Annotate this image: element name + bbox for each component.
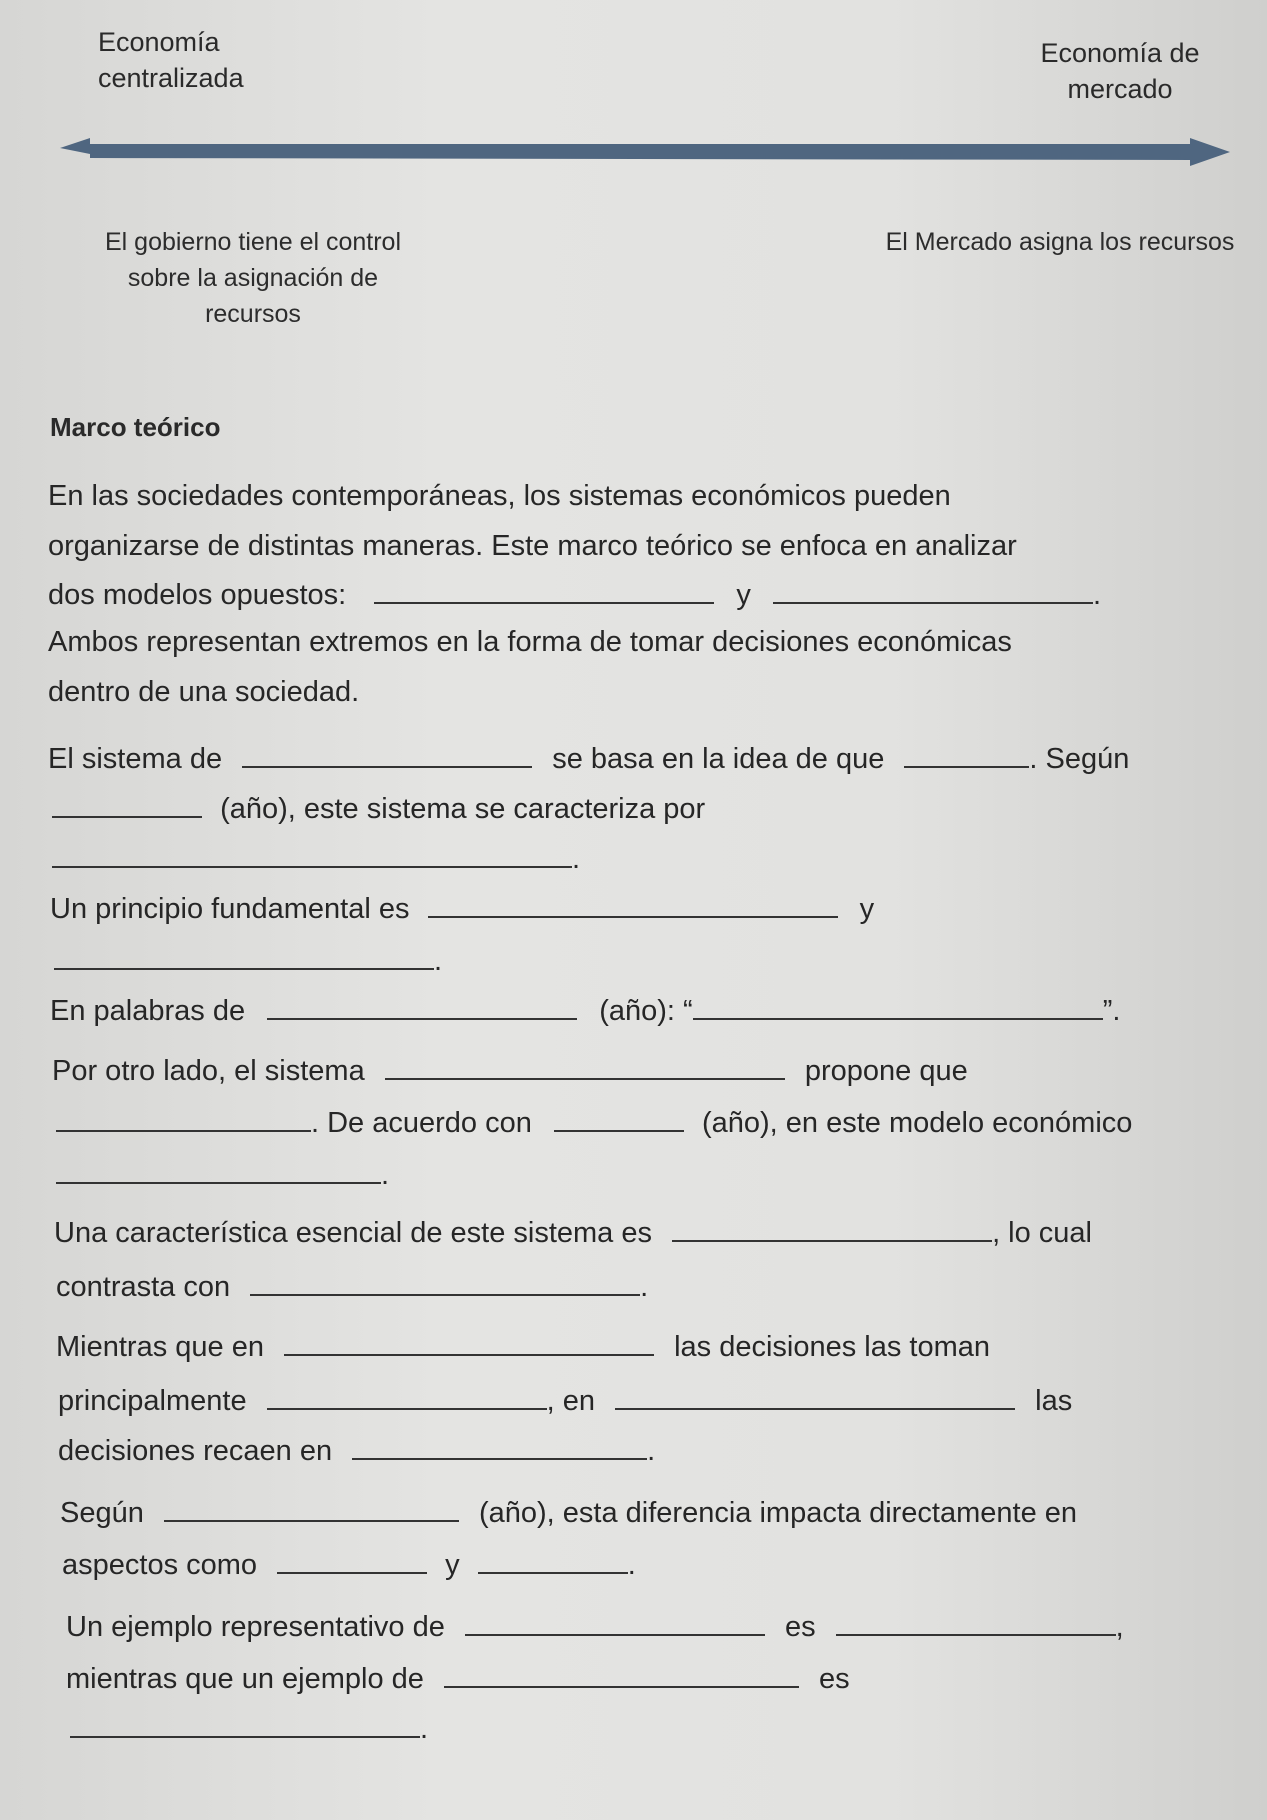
text-line (58, 1384, 1072, 1418)
text-line (54, 944, 442, 978)
fill-blank[interactable] (242, 742, 532, 768)
fill-blank[interactable] (904, 742, 1029, 768)
fill-blank[interactable] (554, 1106, 684, 1132)
double-arrow-icon (60, 132, 1230, 172)
text-span: En palabras de (50, 995, 246, 1027)
text-span: Ambos representan extremos en la forma de tomar decisiones económicas (48, 626, 1012, 658)
fill-blank[interactable] (444, 1662, 799, 1688)
text-span: . (420, 1713, 429, 1745)
text-span: propone que (804, 1055, 968, 1087)
fill-blank[interactable] (478, 1548, 628, 1574)
centralized-economy-label: Economía centralizada (98, 27, 244, 93)
text-span: aspectos como (62, 1549, 258, 1581)
text-span: Mientras que en (56, 1331, 264, 1363)
text-span: las decisiones las toman (674, 1331, 991, 1363)
fill-blank[interactable] (54, 944, 434, 970)
text-span: . De acuerdo con (311, 1107, 532, 1139)
text-span: . Según (1029, 743, 1130, 775)
fill-blank[interactable] (773, 578, 1093, 604)
fill-blank[interactable] (56, 1106, 311, 1132)
text-line (48, 578, 1101, 612)
fill-blank[interactable] (672, 1216, 992, 1242)
text-line (70, 1712, 428, 1746)
text-line (66, 1662, 850, 1696)
text-span: principalmente (58, 1385, 247, 1417)
text-line (52, 792, 705, 826)
text-span: y (859, 893, 875, 925)
text-span: , lo cual (992, 1217, 1093, 1249)
text-span: contrasta con (56, 1271, 231, 1303)
text-line (48, 676, 359, 709)
fill-blank[interactable] (693, 994, 1103, 1020)
text-line (56, 1270, 648, 1304)
text-line (48, 626, 1012, 659)
text-line (50, 994, 1120, 1028)
text-span: ”. (1102, 995, 1121, 1027)
text-span: . (381, 1159, 390, 1191)
centralized-economy-description: El gobierno tiene el control sobre la asignación de recursos (104, 228, 402, 328)
fill-blank[interactable] (615, 1384, 1015, 1410)
text-span: las (1035, 1385, 1073, 1417)
fill-blank[interactable] (267, 994, 577, 1020)
fill-blank[interactable] (164, 1496, 459, 1522)
text-span: En las sociedades contemporáneas, los sistemas económicos pueden (48, 480, 951, 512)
text-span: y (736, 579, 751, 611)
text-span: (año): “ (599, 995, 693, 1027)
text-span: Por otro lado, el sistema (52, 1055, 365, 1087)
text-span: es (784, 1611, 816, 1643)
text-span: , en (546, 1385, 596, 1417)
fill-blank[interactable] (52, 842, 572, 868)
market-economy-description: El Mercado asigna los recursos (885, 228, 1235, 256)
text-span: Un principio fundamental es (50, 893, 410, 925)
text-line (52, 842, 580, 876)
fill-blank[interactable] (428, 892, 838, 918)
market-economy-label: Economía de mercado (1040, 38, 1200, 104)
fill-blank[interactable] (52, 792, 202, 818)
fill-blank[interactable] (267, 1384, 547, 1410)
fill-blank[interactable] (284, 1330, 654, 1356)
text-span: dos modelos opuestos: (48, 579, 347, 611)
fill-blank[interactable] (56, 1158, 381, 1184)
text-span: El sistema de (48, 743, 223, 775)
text-span: Un ejemplo representativo de (66, 1611, 445, 1643)
text-span: Según (60, 1497, 144, 1529)
text-line (48, 530, 1017, 563)
text-line (56, 1158, 389, 1192)
fill-blank[interactable] (385, 1054, 785, 1080)
section-title: Marco teórico (50, 412, 221, 442)
text-span: (año), este sistema se caracteriza por (220, 793, 706, 825)
text-span: . (1092, 579, 1101, 611)
text-line (60, 1496, 1077, 1530)
text-span: (año), en este modelo económico (701, 1107, 1133, 1139)
text-span: . (627, 1549, 636, 1581)
fill-blank[interactable] (465, 1610, 765, 1636)
text-span: , (1115, 1611, 1124, 1643)
text-span: organizarse de distintas maneras. Este marco teórico se enfoca en analizar (48, 530, 1017, 562)
text-line (56, 1106, 1132, 1140)
text-line (48, 480, 951, 513)
text-span: dentro de una sociedad. (48, 676, 360, 708)
text-span: decisiones recaen en (58, 1435, 333, 1467)
fill-blank[interactable] (250, 1270, 640, 1296)
text-span: se basa en la idea de que (552, 743, 885, 775)
fill-blank[interactable] (836, 1610, 1116, 1636)
text-line (58, 1434, 655, 1468)
text-line (48, 742, 1129, 776)
text-line (56, 1330, 990, 1364)
text-span: . (434, 945, 443, 977)
text-span: . (647, 1435, 656, 1467)
fill-blank[interactable] (277, 1548, 427, 1574)
text-span: es (819, 1663, 850, 1695)
text-line (54, 1216, 1092, 1250)
fill-blank[interactable] (70, 1712, 420, 1738)
text-span: (año), esta diferencia impacta directamente en (478, 1497, 1078, 1529)
text-line (50, 892, 874, 926)
text-span: Una característica esencial de este sistema es (54, 1217, 652, 1249)
text-span: . (572, 843, 581, 875)
fill-blank[interactable] (374, 578, 714, 604)
fill-blank[interactable] (352, 1434, 647, 1460)
text-span: y (445, 1549, 460, 1581)
text-line (62, 1548, 636, 1582)
text-line (66, 1610, 1124, 1644)
text-span: . (640, 1271, 649, 1303)
text-span: mientras que un ejemplo de (66, 1663, 424, 1695)
text-line (52, 1054, 968, 1088)
